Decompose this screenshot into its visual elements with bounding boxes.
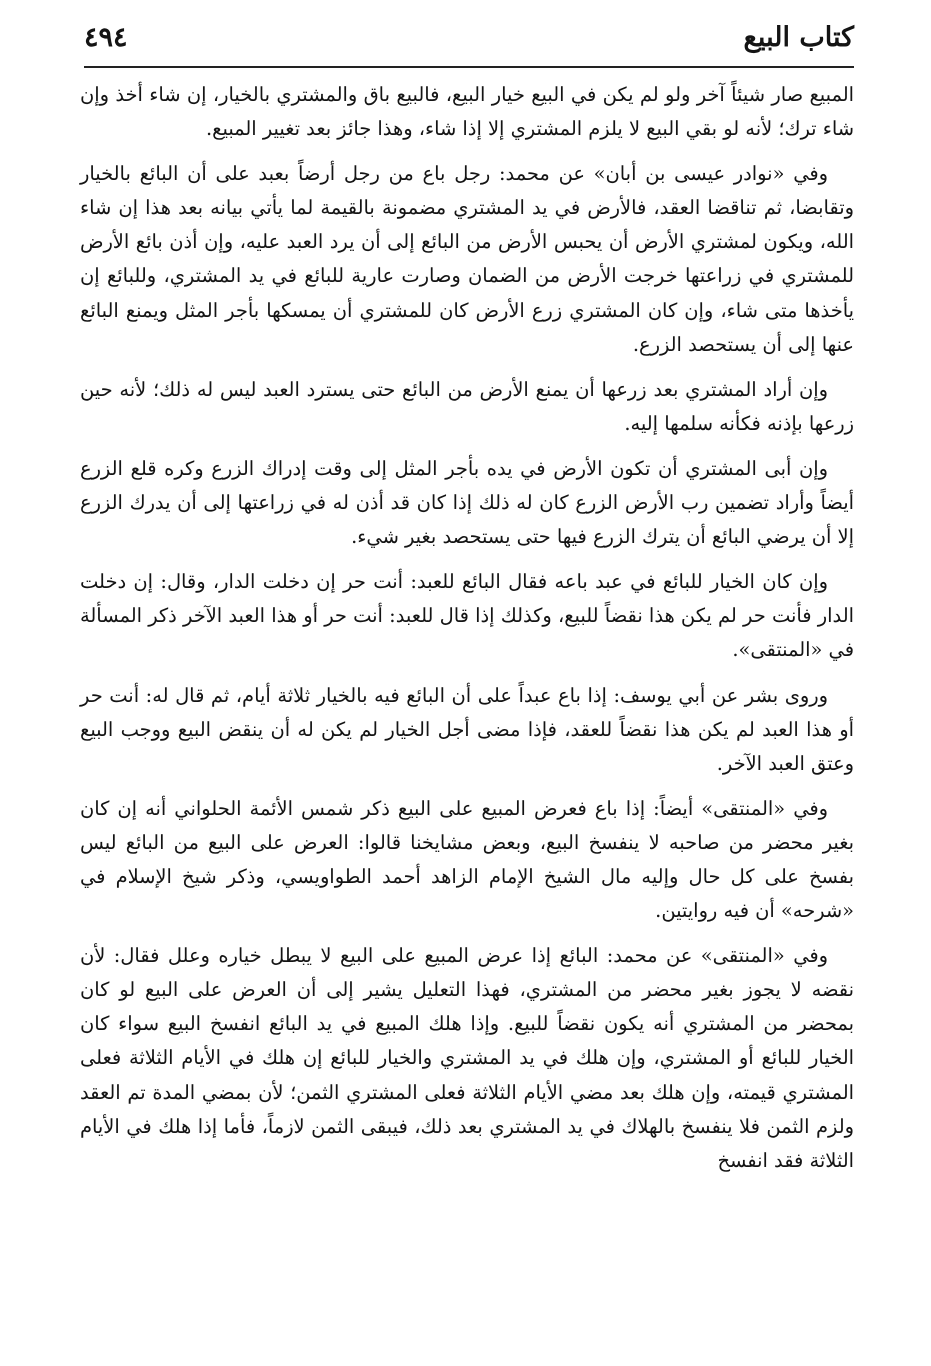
running-title: كتاب البيع: [743, 22, 854, 53]
paragraph: وفي «المنتقى» عن محمد: البائع إذا عرض المبيع على البيع لا يبطل خياره وعلل فقال: لأن نقضه لا يجوز بغير محضر من المشتري، فهذا التعليل يشير إلى أن العرض على البيع لو كان بمحضر من المشتري أنه يكون نقضاً للبيع. وإذا هلك المبيع في يد البائع انفسخ البيع سواء كان الخيار للبائع أو المشتري، وإن هلك في يد المشتري والخيار للبائع إن هلك في الأيام الثلاثة فعلى المشتري قيمته، وإن هلك بعد مضي الأيام الثلاثة فعلى المشتري الثمن؛ لأن بمضي المدة تم العقد ولزم الثمن فلا ينفسخ بالهلاك في يد المشتري بعد ذلك، فيبقى الثمن لازماً، فأما إذا هلك في الأيام الثلاثة فقد انفسخ: [80, 944, 854, 1172]
header-divider: [84, 66, 854, 68]
paragraph: وفي «نوادر عيسى بن أبان» عن محمد: رجل باع من رجل أرضاً بعبد على أن البائع بالخيار وتقابضا، ثم تناقضا العقد، فالأرض في يد المشتري مضمونة بالقيمة لما يأتي بيانه بعد هذا إن شاء الله، ويكون لمشتري الأرض أن يحبس الأرض من البائع إلى أن يرد العبد عليه، وإن أذن بائع الأرض للمشتري في زراعتها خرجت الأرض من الضمان وصارت عارية للبائع في يد المشتري، وللبائع إن يأخذها متى شاء، وإن كان المشتري زرع الأرض كان للمشتري أن يمسكها بأجر المثل ويمنع البائع عنها إلى أن يستحصد الزرع.: [80, 162, 854, 356]
paragraph: وإن أراد المشتري بعد زرعها أن يمنع الأرض من البائع حتى يسترد العبد ليس له ذلك؛ لأنه حين زرعها بإذنه فكأنه سلمها إليه.: [80, 377, 854, 435]
paragraph: وروى بشر عن أبي يوسف: إذا باع عبداً على أن البائع فيه بالخيار ثلاثة أيام، ثم قال له: أنت حر أو هذا العبد لم يكن هذا نقضاً للعقد، فإذا مضى أجل الخيار لم يكن له أن ينقض البيع ووجب البيع وعتق العبد الآخر.: [80, 683, 854, 775]
page-number: ٤٩٤: [84, 22, 128, 53]
paragraph: وإن أبى المشتري أن تكون الأرض في يده بأجر المثل إلى وقت إدراك الزرع وكره قلع الزرع أيضاً وأراد تضمين رب الأرض الزرع كان له ذلك إذا كان قد أذن له في زراعتها إلى أن يدرك الزرع إلا أن يرضي البائع أن يترك الزرع فيها حتى يستحصد بغير شيء.: [80, 456, 854, 549]
page-header: [84, 18, 854, 66]
paragraph: وفي «المنتقى» أيضاً: إذا باع فعرض المبيع على البيع ذكر شمس الأئمة الحلواني أنه إن كان بغير محضر من صاحبه لا ينفسخ البيع، وبعض مشايخنا قالوا: العرض على البيع من البائع ليس بفسخ على كل حال وإليه مال الشيخ الإمام الزاهد أحمد الطواويسي، وذكر شيخ الإسلام في «شرحه» أن فيه روايتين.: [80, 796, 854, 923]
paragraph: المبيع صار شيئاً آخر ولو لم يكن في البيع خيار البيع، فالبيع باق والمشتري بالخيار، إن شاء أخذ وإن شاء ترك؛ لأنه لو بقي البيع لا يلزم المشتري إلا إذا شاء، وهذا جائز بعد تغيير المبيع.: [80, 83, 854, 141]
paragraph: وإن كان الخيار للبائع في عبد باعه فقال البائع للعبد: أنت حر إن دخلت الدار، وقال: إن دخلت الدار فأنت حر لم يكن هذا نقضاً للبيع، وكذلك إذا قال للعبد: أنت حر أو هذا العبد الآخر ذكر المسألة في «المنتقى».: [80, 570, 854, 662]
body-text: [80, 78, 854, 1189]
